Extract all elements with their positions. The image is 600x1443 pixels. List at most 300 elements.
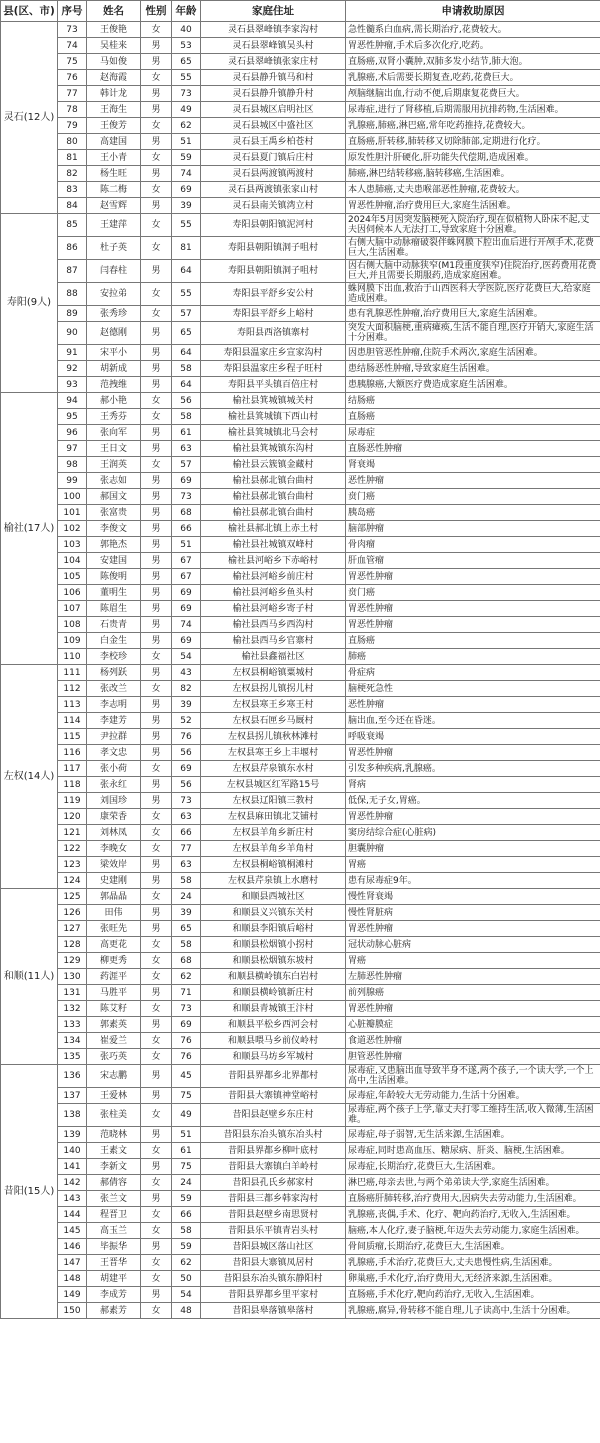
address-cell: 昔阳县界都乡柳叶底村 [201,1143,346,1159]
name-cell: 崔爱兰 [87,1033,141,1049]
reason-cell: 蛛网膜下出血,救治于山西医科大学医院,医疗花费巨大,给家庭造成困难。 [346,283,600,306]
gender-cell: 男 [141,601,172,617]
age-cell: 57 [172,306,201,322]
age-cell: 55 [172,283,201,306]
age-cell: 54 [172,649,201,665]
table-row [1,306,600,322]
gender-cell: 男 [141,441,172,457]
table-row [1,1207,600,1223]
gender-cell: 男 [141,102,172,118]
table-row [1,70,600,86]
name-cell: 张兰文 [87,1191,141,1207]
index-cell: 83 [58,182,87,198]
age-cell: 59 [172,1239,201,1255]
name-cell: 韩计龙 [87,86,141,102]
name-cell: 李新文 [87,1159,141,1175]
table-row [1,1239,600,1255]
age-cell: 24 [172,889,201,905]
gender-cell: 女 [141,1033,172,1049]
index-cell: 115 [58,729,87,745]
reason-cell: 直肠恶性肿瘤 [346,441,600,457]
table-row [1,521,600,537]
gender-cell: 男 [141,665,172,681]
index-cell: 128 [58,937,87,953]
address-cell: 榆社县郝北镇台曲村 [201,489,346,505]
name-cell: 康荣香 [87,809,141,825]
age-cell: 76 [172,1049,201,1065]
reason-cell: 骨肉瘤 [346,537,600,553]
name-cell: 范拽维 [87,377,141,393]
reason-cell: 引发多种疾病,乳腺癌。 [346,761,600,777]
name-cell: 王素文 [87,1143,141,1159]
county-cell: 左权(14人) [1,665,58,889]
address-cell: 寿阳县平舒乡上峪村 [201,306,346,322]
reason-cell: 尿毒症,进行了肾移植,后期需服用抗排药物,生活困难。 [346,102,600,118]
address-cell: 和顺县李阳镇后峪村 [201,921,346,937]
address-cell: 寿阳县朝阳镇泥河村 [201,214,346,237]
reason-cell: 胃癌 [346,857,600,873]
age-cell: 24 [172,1175,201,1191]
table-row [1,1223,600,1239]
name-cell: 程晋卫 [87,1207,141,1223]
name-cell: 赵德刚 [87,322,141,345]
index-cell: 129 [58,953,87,969]
table-row [1,905,600,921]
address-cell: 灵石县翠峰镇李家沟村 [201,22,346,38]
gender-cell: 男 [141,521,172,537]
address-cell: 寿阳县朝阳镇洞子咀村 [201,237,346,260]
index-cell: 148 [58,1271,87,1287]
table-row [1,86,600,102]
name-cell: 杨生旺 [87,166,141,182]
address-cell: 昔阳县东冶头镇东冶头村 [201,1127,346,1143]
reason-cell: 直肠癌,双肾小囊肿,双肺多发小结节,肺大泡。 [346,54,600,70]
gender-cell: 男 [141,361,172,377]
reason-cell: 胃恶性肿瘤 [346,809,600,825]
age-cell: 48 [172,1303,201,1319]
name-cell: 郝素芳 [87,1303,141,1319]
gender-cell: 男 [141,86,172,102]
name-cell: 李建芳 [87,713,141,729]
name-cell: 王俊芳 [87,118,141,134]
reason-cell: 胰岛癌 [346,505,600,521]
age-cell: 68 [172,953,201,969]
name-cell: 董明生 [87,585,141,601]
index-cell: 106 [58,585,87,601]
table-row [1,889,600,905]
reason-cell: 尿毒症,同时患高血压、糖尿病、肝炎、脑梗,生活困难。 [346,1143,600,1159]
table-row [1,841,600,857]
index-cell: 98 [58,457,87,473]
index-cell: 143 [58,1191,87,1207]
name-cell: 马如俊 [87,54,141,70]
index-cell: 85 [58,214,87,237]
name-cell: 郝倩容 [87,1175,141,1191]
reason-cell: 脑出血,至今还在昏迷。 [346,713,600,729]
reason-cell: 因患胆管恶性肿瘤,住院手术两次,家庭生活困难。 [346,345,600,361]
age-cell: 73 [172,1001,201,1017]
index-cell: 118 [58,777,87,793]
index-cell: 121 [58,825,87,841]
index-cell: 141 [58,1159,87,1175]
address-cell: 灵石县夏门镇后庄村 [201,150,346,166]
age-cell: 52 [172,713,201,729]
address-cell: 榆社县箕城镇东沟村 [201,441,346,457]
gender-cell: 女 [141,214,172,237]
age-cell: 69 [172,182,201,198]
age-cell: 69 [172,585,201,601]
gender-cell: 女 [141,393,172,409]
reason-cell: 患有尿毒症9年。 [346,873,600,889]
age-cell: 63 [172,441,201,457]
county-cell: 寿阳(9人) [1,214,58,393]
name-cell: 李志明 [87,697,141,713]
age-cell: 66 [172,521,201,537]
header-address: 家庭住址 [201,1,346,22]
index-cell: 97 [58,441,87,457]
gender-cell: 男 [141,54,172,70]
index-cell: 112 [58,681,87,697]
age-cell: 40 [172,22,201,38]
address-cell: 昔阳县界都乡北界都村 [201,1065,346,1088]
gender-cell: 男 [141,585,172,601]
reason-cell: 胆管恶性肿瘤 [346,1049,600,1065]
address-cell: 榆社县河峪乡前庄村 [201,569,346,585]
reason-cell: 直肠癌 [346,409,600,425]
name-cell: 李成芳 [87,1287,141,1303]
age-cell: 66 [172,825,201,841]
age-cell: 49 [172,1104,201,1127]
name-cell: 刘国珍 [87,793,141,809]
reason-cell: 胃恶性肿瘤 [346,617,600,633]
table-row [1,237,600,260]
address-cell: 和顺县松烟镇小拐村 [201,937,346,953]
age-cell: 65 [172,54,201,70]
table-row [1,665,600,681]
reason-cell: 肝血管瘤 [346,553,600,569]
name-cell: 梁效岸 [87,857,141,873]
address-cell: 昔阳县大寨镇白羊岭村 [201,1159,346,1175]
index-cell: 84 [58,198,87,214]
address-cell: 和顺县义兴镇东关村 [201,905,346,921]
index-cell: 101 [58,505,87,521]
address-cell: 左权县辽阳镇三教村 [201,793,346,809]
index-cell: 140 [58,1143,87,1159]
age-cell: 55 [172,70,201,86]
index-cell: 127 [58,921,87,937]
gender-cell: 男 [141,793,172,809]
table-row [1,1159,600,1175]
table-row [1,825,600,841]
reason-cell: 结肠癌 [346,393,600,409]
reason-cell: 胆囊肿瘤 [346,841,600,857]
gender-cell: 男 [141,489,172,505]
address-cell: 和顺县喂马乡前仪岭村 [201,1033,346,1049]
gender-cell: 男 [141,873,172,889]
reason-cell: 心脏瓣膜症 [346,1017,600,1033]
table-row [1,198,600,214]
name-cell: 宋志鹏 [87,1065,141,1088]
name-cell: 张志如 [87,473,141,489]
table-row [1,322,600,345]
table-row [1,134,600,150]
reason-cell: 低保,无子女,胃癌。 [346,793,600,809]
reason-cell: 胃恶性肿瘤 [346,745,600,761]
gender-cell: 男 [141,777,172,793]
gender-cell: 女 [141,937,172,953]
age-cell: 74 [172,617,201,633]
reason-cell: 肺癌 [346,649,600,665]
age-cell: 75 [172,1159,201,1175]
age-cell: 71 [172,985,201,1001]
table-row [1,283,600,306]
gender-cell: 女 [141,841,172,857]
address-cell: 灵石县静升镇马和村 [201,70,346,86]
table-row [1,393,600,409]
reason-cell: 尿毒症,年龄较大无劳动能力,生活十分困难。 [346,1088,600,1104]
address-cell: 左权县拐儿镇秋林滩村 [201,729,346,745]
address-cell: 昔阳县大寨镇凤居村 [201,1255,346,1271]
gender-cell: 男 [141,198,172,214]
index-cell: 76 [58,70,87,86]
age-cell: 69 [172,633,201,649]
table-row [1,601,600,617]
age-cell: 39 [172,905,201,921]
index-cell: 131 [58,985,87,1001]
name-cell: 杨列跃 [87,665,141,681]
index-cell: 79 [58,118,87,134]
age-cell: 57 [172,457,201,473]
name-cell: 张小荷 [87,761,141,777]
table-row [1,953,600,969]
table-row [1,761,600,777]
reason-cell: 突发大面积脑梗,重病瘫痪,生活不能自理,医疗开销大,家庭生活十分困难。 [346,322,600,345]
age-cell: 67 [172,553,201,569]
table-row [1,377,600,393]
reason-cell: 胃恶性肿瘤 [346,1001,600,1017]
gender-cell: 男 [141,1287,172,1303]
gender-cell: 女 [141,761,172,777]
index-cell: 82 [58,166,87,182]
index-cell: 144 [58,1207,87,1223]
gender-cell: 男 [141,1017,172,1033]
age-cell: 50 [172,1271,201,1287]
index-cell: 125 [58,889,87,905]
name-cell: 史建刚 [87,873,141,889]
name-cell: 陈俊明 [87,569,141,585]
name-cell: 尹拉群 [87,729,141,745]
gender-cell: 男 [141,166,172,182]
reason-cell: 直肠癌肝肺转移,治疗费用大,因病失去劳动能力,生活困难。 [346,1191,600,1207]
county-cell: 和顺(11人) [1,889,58,1065]
address-cell: 昔阳县三都乡韩家沟村 [201,1191,346,1207]
reason-cell: 肺癌,淋巴结转移癌,脑转移癌,生活困难。 [346,166,600,182]
table-row [1,729,600,745]
address-cell: 灵石县城区启明社区 [201,102,346,118]
index-cell: 89 [58,306,87,322]
address-cell: 灵石县两渡镇张家山村 [201,182,346,198]
address-cell: 寿阳县温家庄乡宣家沟村 [201,345,346,361]
header-row [1,1,600,22]
gender-cell: 女 [141,457,172,473]
reason-cell: 颅脑继脑出血,行动不便,后期康复花费巨大。 [346,86,600,102]
table-row [1,425,600,441]
table-row [1,22,600,38]
index-cell: 138 [58,1104,87,1127]
name-cell: 王秀芬 [87,409,141,425]
address-cell: 左权县羊角乡新庄村 [201,825,346,841]
index-cell: 133 [58,1017,87,1033]
gender-cell: 女 [141,1049,172,1065]
address-cell: 左权县麻田镇北艾铺村 [201,809,346,825]
index-cell: 150 [58,1303,87,1319]
table-row [1,361,600,377]
gender-cell: 男 [141,1239,172,1255]
gender-cell: 男 [141,473,172,489]
gender-cell: 男 [141,633,172,649]
address-cell: 和顺县青城镇王汴村 [201,1001,346,1017]
county-cell: 灵石(12人) [1,22,58,214]
address-cell: 左权县寒王乡上丰堰村 [201,745,346,761]
address-cell: 左权县寒王乡寒王村 [201,697,346,713]
reason-cell: 恶性肿瘤 [346,697,600,713]
index-cell: 116 [58,745,87,761]
name-cell: 吴桂来 [87,38,141,54]
gender-cell: 女 [141,306,172,322]
index-cell: 86 [58,237,87,260]
index-cell: 110 [58,649,87,665]
address-cell: 昔阳县赵壁乡南思贤村 [201,1207,346,1223]
address-cell: 灵石县城区中盛社区 [201,118,346,134]
name-cell: 范晓林 [87,1127,141,1143]
name-cell: 陈艾籽 [87,1001,141,1017]
address-cell: 榆社县郝北镇台曲村 [201,473,346,489]
reason-cell: 乳腺癌,肺癌,淋巴癌,常年吃药推持,花费较大。 [346,118,600,134]
age-cell: 75 [172,1088,201,1104]
gender-cell: 男 [141,322,172,345]
reason-cell: 直肠癌 [346,633,600,649]
gender-cell: 女 [141,1104,172,1127]
reason-cell: 右侧大脑中动脉瘤破裂伴蛛网膜下腔出血后进行开颅手术,花费巨大,生活困难。 [346,237,600,260]
table-row [1,1104,600,1127]
gender-cell: 男 [141,134,172,150]
address-cell: 左权县羊角乡羊角村 [201,841,346,857]
age-cell: 67 [172,569,201,585]
name-cell: 张旺先 [87,921,141,937]
gender-cell: 女 [141,237,172,260]
gender-cell: 男 [141,905,172,921]
table-row [1,118,600,134]
table-row [1,777,600,793]
table-row [1,873,600,889]
name-cell: 郝小艳 [87,393,141,409]
address-cell: 左权县桐峪镇桐滩村 [201,857,346,873]
address-cell: 昔阳县孔氏乡郝家村 [201,1175,346,1191]
gender-cell: 男 [141,617,172,633]
name-cell: 李俊文 [87,521,141,537]
age-cell: 66 [172,1207,201,1223]
table-row [1,102,600,118]
reason-cell: 因右侧大脑中动脉狭窄(M1段重度狭窄)住院治疗,医药费用花费巨大,并且需要长期服药,造成家庭困难。 [346,260,600,283]
reason-cell: 本人患肺癌,丈夫患喉部恶性肿瘤,花费较大。 [346,182,600,198]
gender-cell: 女 [141,649,172,665]
name-cell: 王润英 [87,457,141,473]
index-cell: 139 [58,1127,87,1143]
index-cell: 92 [58,361,87,377]
gender-cell: 女 [141,283,172,306]
address-cell: 榆社县河峪乡寄子村 [201,601,346,617]
name-cell: 王晋华 [87,1255,141,1271]
address-cell: 榆社县云簇镇金藏村 [201,457,346,473]
age-cell: 73 [172,489,201,505]
index-cell: 103 [58,537,87,553]
index-cell: 149 [58,1287,87,1303]
table-row [1,937,600,953]
age-cell: 55 [172,214,201,237]
reason-cell: 胃恶性肿瘤,治疗费用巨大,家庭生活困难。 [346,198,600,214]
table-row [1,214,600,237]
county-cell: 昔阳(15人) [1,1065,58,1319]
address-cell: 左权县芹泉镇东水村 [201,761,346,777]
name-cell: 白金生 [87,633,141,649]
name-cell: 孝文忠 [87,745,141,761]
gender-cell: 男 [141,713,172,729]
table-row [1,1255,600,1271]
gender-cell: 女 [141,150,172,166]
reason-cell: 尿毒症,又患脑出血导致半身不遂,两个孩子,一个读大学,一个上高中,生活困难。 [346,1065,600,1088]
name-cell: 王日文 [87,441,141,457]
age-cell: 69 [172,761,201,777]
name-cell: 安拉弟 [87,283,141,306]
address-cell: 和顺县松烟镇东坡村 [201,953,346,969]
gender-cell: 女 [141,182,172,198]
index-cell: 78 [58,102,87,118]
index-cell: 90 [58,322,87,345]
age-cell: 76 [172,729,201,745]
reason-cell: 患结肠恶性肿瘤,导致家庭生活困难。 [346,361,600,377]
table-row [1,457,600,473]
index-cell: 124 [58,873,87,889]
age-cell: 61 [172,1143,201,1159]
reason-cell: 肾衰竭 [346,457,600,473]
table-row [1,857,600,873]
table-row [1,345,600,361]
reason-cell: 骨症病 [346,665,600,681]
index-cell: 117 [58,761,87,777]
index-cell: 120 [58,809,87,825]
age-cell: 62 [172,118,201,134]
name-cell: 马胜平 [87,985,141,1001]
address-cell: 寿阳县朝阳镇洞子咀村 [201,260,346,283]
name-cell: 宋平小 [87,345,141,361]
name-cell: 石贵青 [87,617,141,633]
reason-cell: 贲门癌 [346,489,600,505]
name-cell: 药涯平 [87,969,141,985]
header-county: 县(区、市) [1,1,58,22]
index-cell: 73 [58,22,87,38]
age-cell: 74 [172,166,201,182]
gender-cell: 男 [141,377,172,393]
age-cell: 73 [172,86,201,102]
age-cell: 64 [172,345,201,361]
index-cell: 107 [58,601,87,617]
name-cell: 陈二梅 [87,182,141,198]
name-cell: 王小青 [87,150,141,166]
gender-cell: 女 [141,1303,172,1319]
address-cell: 昔阳县皋落镇皋落村 [201,1303,346,1319]
reason-cell: 左肺恶性肿瘤 [346,969,600,985]
gender-cell: 女 [141,1207,172,1223]
